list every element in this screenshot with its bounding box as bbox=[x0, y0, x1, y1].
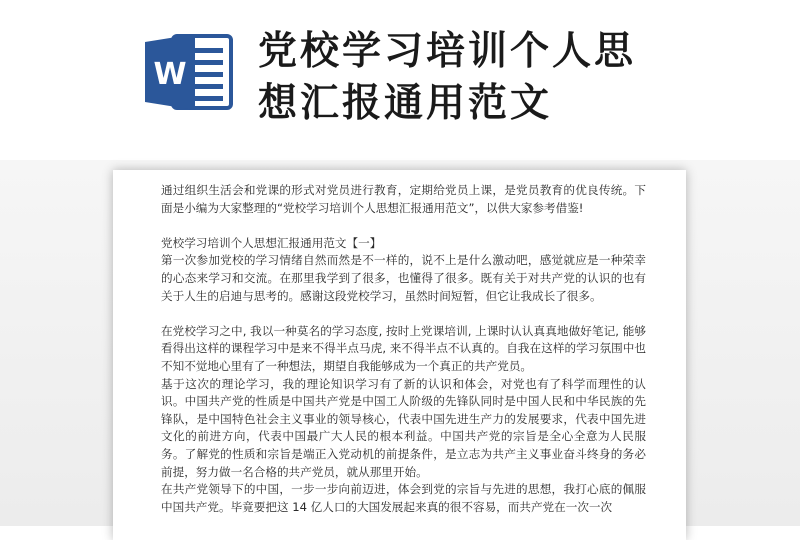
document-content bbox=[161, 182, 646, 516]
body-paragraph-1: 第一次参加党校的学习情绪自然而然是不一样的，说不上是什么激动吧，感觉就应是一种荣幸的心态来学习和交流。在那里我学到了很多，也懂得了很多。既有关于对共产党的认识的也有关于人生的启迪与思考的。感谢这段党校学习，虽然时间短暂，但它让我成长了很多。 bbox=[161, 253, 646, 303]
word-document-icon bbox=[143, 30, 239, 114]
document-page bbox=[113, 170, 686, 540]
paragraph-gap bbox=[161, 217, 646, 235]
header-banner bbox=[0, 0, 800, 175]
paragraph-gap bbox=[161, 305, 646, 323]
section-heading: 党校学习培训个人思想汇报通用范文【一】 bbox=[161, 235, 382, 250]
body-paragraph-4: 在共产党领导下的中国，一步一步向前迈进，体会到党的宗旨与先进的思想，我打心底的佩服中国共产党。毕竟要把这 14 亿人口的大国发展起来真的很不容易，而共产党在一次一次 bbox=[161, 482, 646, 514]
title-line-1: 党校学习培训个人思 bbox=[258, 29, 637, 74]
intro-paragraph: 通过组织生活会和党课的形式对党员进行教育，定期给党员上课，是党员教育的优良传统。下面是小编为大家整理的“党校学习培训个人思想汇报通用范文”，以供大家参考借鉴! bbox=[161, 183, 646, 215]
body-paragraph-3: 基于这次的理论学习，我的理论知识学习有了新的认识和体会，对党也有了科学而理性的认识。中国共产党的性质是中国共产党是中国工人阶级的先锋队同时是中国人民和中华民族的先锋队，是中国特色社会主义事业的领导核心，代表中国先进生产力的发展要求，代表中国先进文化的前进方向，代表中国最广大人民的根本利益。中国共产党的宗旨是全心全意为人民服务。了解党的性质和宗旨是端正入党动机的前提条件，是立志为共产主义事业奋斗终身的务必前提，努力做一名合格的共产党员，就从那里开始。 bbox=[161, 376, 646, 479]
word-icon-letter: W bbox=[153, 57, 187, 92]
page-title bbox=[258, 26, 778, 130]
title-line-2: 想汇报通用范文 bbox=[258, 81, 553, 126]
body-paragraph-2: 在党校学习之中, 我以一种莫名的学习态度, 按时上党课培训, 上课时认认真真地做好笔记, 能够看得出这样的课程学习中是来不得半点马虎, 来不得半点不认真的。自我在这样的学习氛围中也不知不觉地心里有了一种想法，期望自我能够成为一个真正的共产党员。 bbox=[161, 323, 646, 373]
